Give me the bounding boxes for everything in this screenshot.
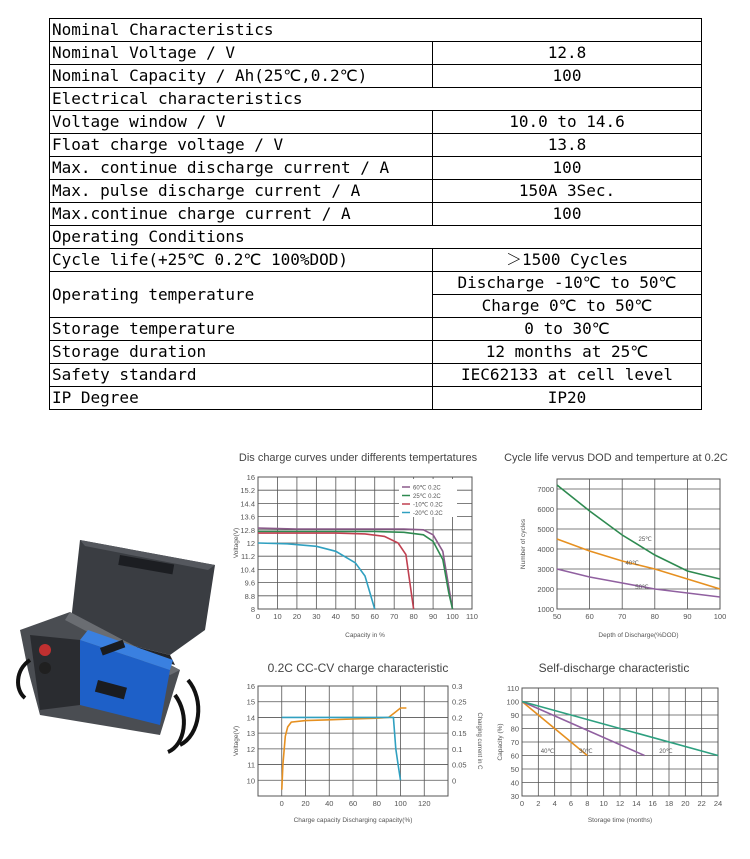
y-tick-label: 5000 [537, 525, 554, 534]
y-tick-label: 40 [510, 778, 519, 788]
x-tick-label: 40 [331, 612, 340, 621]
x-axis-label: Charge capacity Discharging capacity(%) [293, 817, 413, 824]
row-label: Nominal Capacity / Ah(25℃,0.2℃) [50, 65, 433, 88]
x-tick-label: 80 [372, 799, 381, 808]
x-tick-label: 120 [417, 799, 431, 808]
y-tick-label: 90 [510, 711, 519, 720]
y2-tick-label: 0.2 [452, 713, 463, 723]
x-tick-label: 16 [648, 799, 657, 808]
x-tick-label: 70 [618, 612, 627, 621]
series-label: 50℃ [635, 585, 649, 591]
row-label: Max.continue charge current / A [50, 203, 433, 226]
y-tick-label: 10.4 [240, 565, 255, 575]
row-label: Storage temperature [50, 318, 433, 341]
y2-tick-label: 0.25 [452, 697, 467, 707]
table-section-row [50, 226, 702, 249]
y-tick-label: 80 [510, 724, 519, 734]
x-tick-label: 0 [519, 799, 525, 808]
x-tick-label: 60 [348, 799, 358, 808]
table-row [50, 249, 702, 272]
row-value: 10.0 to 14.6 [433, 111, 702, 134]
cycle-svg [500, 447, 732, 645]
row-label: Nominal Voltage / V [50, 42, 433, 65]
row-label: IP Degree [50, 387, 433, 410]
x-tick-label: 12 [615, 799, 625, 808]
series-label: 20℃ [659, 748, 673, 755]
charge-characteristic-chart [232, 658, 484, 830]
row-value: 150A 3Sec. [433, 180, 702, 203]
table-row [50, 42, 702, 65]
table-row [50, 272, 702, 295]
row-value: IEC62133 at cell level [433, 364, 702, 387]
row-value: Charge 0℃ to 50℃ [433, 295, 702, 318]
row-value: Discharge -10℃ to 50℃ [433, 272, 702, 295]
row-value: 100 [433, 157, 702, 180]
y-tick-label: 8.8 [244, 591, 255, 601]
y2-tick-label: 0 [452, 776, 457, 786]
y-axis-label: Number of cycles [520, 518, 527, 570]
charge-svg [232, 658, 484, 830]
y-tick-label: 30 [510, 792, 519, 801]
x-tick-label: 100 [394, 799, 407, 808]
row-label: Voltage window / V [50, 111, 433, 134]
x-tick-label: 90 [428, 612, 438, 621]
y-tick-label: 11 [247, 760, 255, 770]
self-discharge-chart [496, 658, 732, 830]
y2-tick-label: 0.1 [452, 744, 463, 754]
table-row [50, 387, 702, 410]
y-tick-label: 6000 [537, 505, 554, 514]
x-tick-label: 70 [390, 612, 399, 621]
y-axis-label: Capacity (%) [497, 723, 504, 761]
x-axis-label: Capacity in % [345, 632, 385, 639]
section-label: Operating Conditions [50, 226, 702, 249]
x-tick-label: 50 [351, 612, 360, 621]
x-tick-label: 24 [713, 799, 723, 808]
table-row [50, 364, 702, 387]
y-tick-label: 3000 [537, 565, 554, 574]
x-tick-label: 10 [599, 799, 608, 808]
x-tick-label: 4 [552, 799, 557, 808]
x-tick-label: 0 [279, 799, 284, 808]
x-tick-label: 40 [325, 799, 334, 808]
row-value: IP20 [433, 387, 702, 410]
table-row [50, 111, 702, 134]
row-label: Float charge voltage / V [50, 134, 433, 157]
spec-table [49, 18, 702, 410]
chart-title: Dis charge curves under differents tempertatures [238, 452, 478, 464]
section-label: Electrical characteristics [50, 88, 702, 111]
x-tick-label: 80 [409, 612, 418, 621]
x-axis-label: Storage time (months) [587, 817, 653, 824]
cycle-life-chart [500, 447, 732, 645]
x-tick-label: 30 [312, 612, 321, 621]
y2-tick-label: 0.3 [452, 682, 463, 691]
y-tick-label: 100 [506, 697, 519, 707]
legend-entry: 60℃ 0.2C [413, 485, 441, 492]
x-axis-label: Depth of Discharge(%DOD) [598, 632, 679, 639]
selfdischarge-svg [496, 658, 732, 830]
x-tick-label: 80 [650, 612, 659, 621]
row-label: Operating temperature [50, 272, 433, 318]
x-tick-label: 10 [273, 612, 282, 621]
y-tick-label: 15 [246, 697, 255, 707]
series-label: 30℃ [579, 748, 593, 755]
x-tick-label: 110 [466, 612, 478, 621]
table-row [50, 341, 702, 364]
y-tick-label: 10 [246, 776, 255, 786]
y-tick-label: 16 [246, 682, 255, 691]
x-tick-label: 50 [552, 612, 562, 621]
table-section-row [50, 88, 702, 111]
row-value: ＞1500 Cycles [433, 249, 702, 272]
y-axis-label: Voltage(V) [233, 725, 240, 757]
table-row [50, 203, 702, 226]
y2-tick-label: 0.05 [452, 760, 467, 770]
y-tick-label: 16 [246, 473, 255, 482]
y-tick-label: 110 [507, 684, 519, 693]
legend-entry: -20℃ 0.2C [413, 511, 443, 517]
table-section-row [50, 19, 702, 42]
discharge-svg [232, 447, 484, 645]
x-tick-label: 90 [683, 612, 692, 621]
y-tick-label: 14.4 [240, 499, 255, 509]
row-label: Max. pulse discharge current / A [50, 180, 433, 203]
table-row [50, 318, 702, 341]
x-tick-label: 14 [632, 799, 641, 808]
y-tick-label: 8 [250, 605, 255, 614]
y-tick-label: 60 [510, 751, 519, 761]
row-label: Max. continue discharge current / A [50, 157, 433, 180]
y-tick-label: 12.8 [240, 525, 255, 535]
x-tick-label: 60 [585, 612, 594, 621]
series-label: 40℃ [540, 748, 555, 755]
y-tick-label: 1000 [537, 605, 554, 614]
x-tick-label: 20 [301, 799, 310, 808]
series-label: 25℃ [638, 537, 652, 543]
x-tick-label: 2 [536, 799, 541, 808]
y-axis-label: Voltage(V) [233, 527, 240, 559]
table-row [50, 180, 702, 203]
chart-title: Cycle life vervus DOD and temperture at 0.2C [504, 452, 728, 464]
x-tick-label: 60 [370, 612, 379, 621]
row-value: 100 [433, 203, 702, 226]
y-tick-label: 13 [246, 729, 255, 739]
x-tick-label: 6 [568, 799, 574, 808]
x-tick-label: 8 [585, 799, 590, 808]
y-tick-label: 12 [246, 744, 255, 754]
y-tick-label: 13.6 [240, 512, 255, 522]
x-tick-label: 100 [446, 612, 459, 621]
row-value: 12.8 [433, 42, 702, 65]
y-tick-label: 7000 [537, 485, 554, 494]
row-label: Storage duration [50, 341, 433, 364]
row-value: 0 to 30℃ [433, 318, 702, 341]
y-tick-label: 50 [510, 765, 519, 774]
y2-axis-label: Charging current in C [476, 712, 482, 770]
y-tick-label: 9.6 [244, 578, 255, 588]
table-row [50, 134, 702, 157]
section-label: Nominal Characteristics [50, 19, 702, 42]
legend-entry: -10℃ 0.2C [413, 502, 443, 509]
y-tick-label: 2000 [537, 585, 554, 594]
x-tick-label: 20 [292, 612, 302, 621]
y-tick-label: 70 [510, 738, 519, 747]
table-row [50, 65, 702, 88]
row-label: Cycle life(+25℃ 0.2℃ 100%DOD) [50, 249, 433, 272]
y-tick-label: 14 [246, 713, 255, 723]
row-label: Safety standard [50, 364, 433, 387]
series-label: 40℃ [625, 561, 639, 567]
table-row [50, 157, 702, 180]
x-tick-label: 18 [664, 799, 674, 808]
chart-title: Self-discharge characteristic [538, 661, 690, 675]
y-tick-label: 4000 [537, 545, 554, 554]
y-tick-label: 12 [246, 539, 255, 548]
x-tick-label: 20 [681, 799, 690, 808]
row-value: 13.8 [433, 134, 702, 157]
row-value: 100 [433, 65, 702, 88]
y-tick-label: 11.2 [240, 552, 255, 562]
row-value: 12 months at 25℃ [433, 341, 702, 364]
discharge-curves-chart [232, 447, 484, 645]
x-tick-label: 0 [255, 612, 261, 621]
y-tick-label: 15.2 [240, 486, 255, 496]
x-tick-label: 22 [697, 799, 706, 808]
x-tick-label: 100 [713, 612, 727, 621]
chart-title: 0.2C CC-CV charge characteristic [267, 661, 449, 675]
y2-tick-label: 0.15 [452, 729, 467, 739]
legend-entry: 25℃ 0.2C [413, 494, 441, 500]
battery-product-image [10, 520, 230, 760]
